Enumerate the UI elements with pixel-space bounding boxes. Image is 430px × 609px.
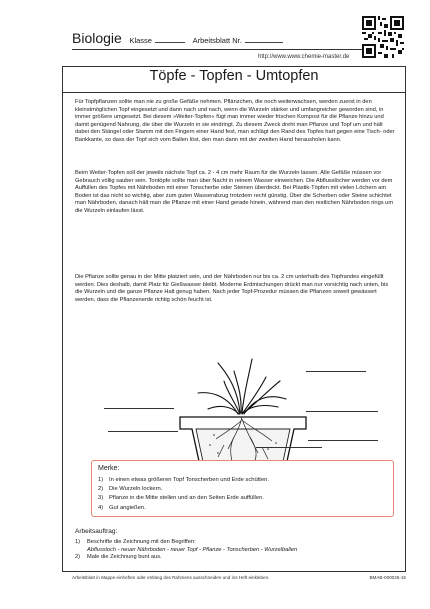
subject-line xyxy=(72,30,283,46)
page-title: Töpfe - Topfen - Umtopfen xyxy=(149,68,319,84)
paragraph-1: Für Topfpflanzen sollte man nie zu große Gefäße nehmen. Pflänzchen, die noch weiterwachsen, werden zuerst in den kleinstmöglichen Topf eingesetzt und dann nach und nach, wenn die Wurzeln stärker und umfangreicher geworden sind, in immer größere umgesetzt. Bei diesem »Weiter-Topfen« fügt man immer wieder frischen Kompost für die Pflanze hinzu und damit genügend Nahrung, die über die Wurzeln in sie eindringt. Zu diesem Zweck dreht man Pflanze und Topf um und hält dabei den Stängel oder Stamm mit den Fingern einer Hand fest, man schlägt den Rand des Topfes hart gegen eine Tisch- oder Bankkante, so dass der Topf sich vom Ballen löst, den man dann mit der zweiten Hand herausholen kann. xyxy=(75,99,395,143)
merke-item-number: 1) xyxy=(98,477,104,483)
merke-item-number: 2) xyxy=(98,486,104,493)
task-item-number: 2) xyxy=(75,554,81,561)
task-item-text: Male die Zeichnung bunt aus. xyxy=(87,554,162,561)
worksheet-number-blank xyxy=(245,42,283,43)
list-item xyxy=(98,504,269,513)
subject-name: Biologie xyxy=(72,30,122,46)
merke-title: Merke: xyxy=(98,465,120,472)
label-line-wurzelballen xyxy=(104,408,174,409)
merke-box xyxy=(91,460,394,517)
merke-list xyxy=(98,476,269,513)
merke-item-text: Gut angießen. xyxy=(109,504,146,511)
class-label: Klasse xyxy=(129,36,152,45)
task-list xyxy=(75,539,297,562)
worksheet-number-label: Arbeitsblatt Nr. xyxy=(192,36,242,45)
list-item xyxy=(98,485,269,494)
label-line-topf xyxy=(306,411,378,412)
task-terms: Abflussloch - neuer Nährboden - neuer Topf - Pflanze - Tonscherben - Wurzelballen xyxy=(87,546,298,553)
list-item xyxy=(98,476,269,485)
worksheet-header xyxy=(0,0,430,64)
merke-item-text: In einen etwas größeren Topf Tonscherben und Erde schütten. xyxy=(109,477,269,483)
merke-item-text: Pflanze in die Mitte stellen und an den Seiten Erde auffüllen. xyxy=(109,495,264,502)
task-title: Arbeitsauftrag: xyxy=(75,528,118,535)
footer-note: Arbeitsblatt in Mappe einheften oder entlang des Rahmens ausschneiden und ins Heft einkleben. xyxy=(72,575,270,580)
label-line-pflanze xyxy=(306,371,366,372)
label-line-naehrboden xyxy=(308,440,378,441)
class-blank xyxy=(155,42,185,43)
title-divider xyxy=(62,92,406,93)
document-code: BMAB-000025-15 xyxy=(369,575,406,580)
list-item xyxy=(75,539,297,547)
paragraph-3: Die Pflanze sollte genau in der Mitte platziert sein, und der Nährboden nur bis ca. 2 cm unterhalb des Topfrandes eingefüllt werden. Dies deshalb, damit Platz für Gießwasser bleibt. Moderne Erdmischungen drückt man nur vorsichtig nach unten, bis die Wurzeln und die ganze Pflanze Halt genug haben. Nach jeder Topf-Prozedur müssen die Pflanzen soweit gewässert werden, dass die Pflanzenerde richtig schön feucht ist. xyxy=(75,274,389,303)
qr-code-icon xyxy=(362,16,404,58)
header-rule xyxy=(72,49,392,50)
label-line-tonscherben xyxy=(108,431,178,432)
paragraph-2: Beim Weiter-Topfen soll der jeweils nächste Topf ca. 2 - 4 cm mehr Raum für die Wurzeln lassen. Alle Gefäße müssen vor Gebrauch völlig sauber sein. Tontöpfe sollte man über Nacht in reinem Wasser einweichen. Die Abflusslöcher werden vor dem Auffüllen des Topfes mit Nährboden mit einer Tonscherbe oder Steinen überdeckt. Bei Plastik-Töpfen mit vielen Löchern am Boden ist das nicht so wichtig, aber zum guten Wasserabzug trotzdem recht günstig. Über die Scherben oder Steine schichtet man Nährboden, danach hält man die Pflanze mit einer Hand gerade hinein, während man den restlichen Nährboden rings um die Wurzeln einlaufen lässt. xyxy=(75,170,394,214)
task-item-text: Beschrifte die Zeichnung mit den Begriffen: xyxy=(87,539,196,545)
website-url: http://www.www.chemie-master.de xyxy=(258,54,350,60)
list-item xyxy=(75,554,297,562)
label-line-abflussloch xyxy=(256,447,322,448)
merke-item-number: 4) xyxy=(98,504,104,511)
merke-item-text: Die Wurzeln lockern. xyxy=(109,486,163,493)
task-item-number: 1) xyxy=(75,539,81,545)
merke-item-number: 3) xyxy=(98,495,104,502)
list-item xyxy=(98,494,269,503)
